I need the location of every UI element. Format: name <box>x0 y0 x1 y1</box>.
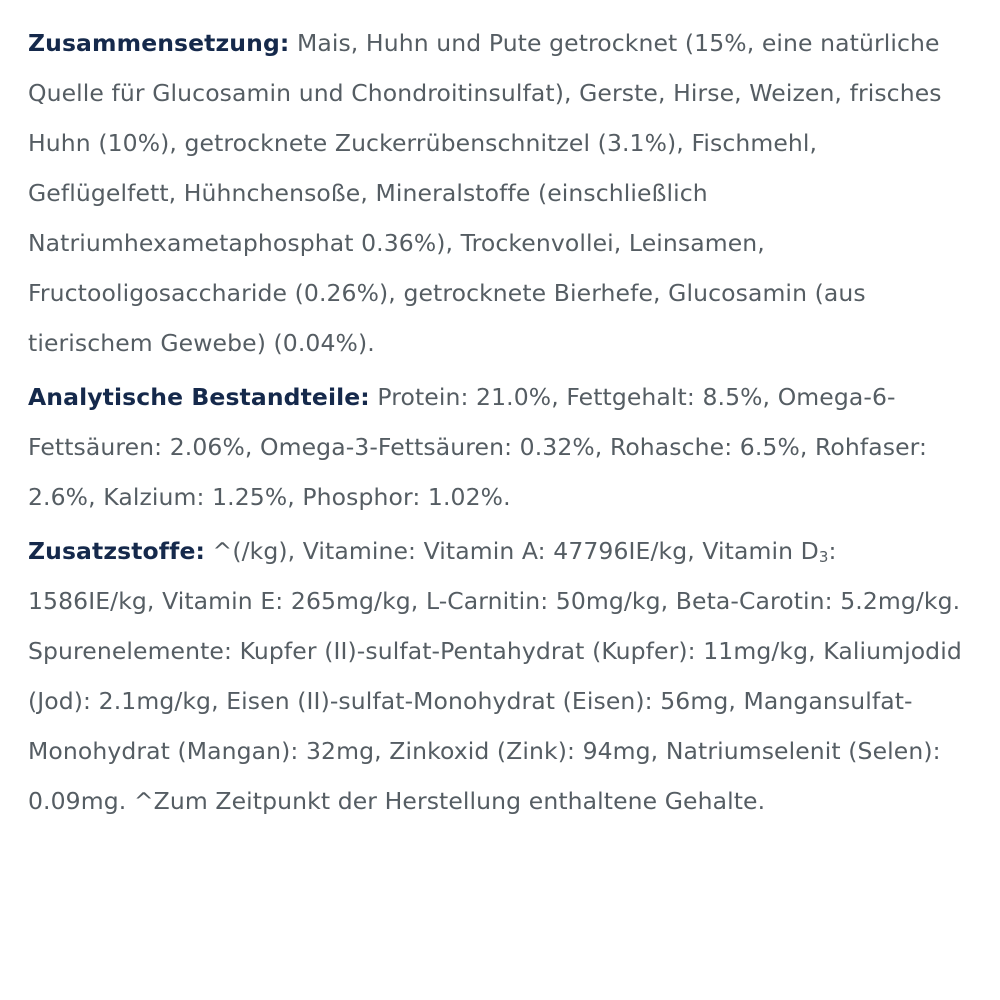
additives-text-start: ^(/kg), Vitamine: Vitamin A: 47796IE/kg, Vitamin D <box>204 537 819 565</box>
composition-label: Zusammensetzung: <box>28 29 290 57</box>
analytical-constituents-text: Protein: 21.0%, Fettgehalt: 8.5%, Omega-6-Fettsäuren: 2.06%, Omega-3-Fettsäuren: 0.32%, Rohasche: 6.5%, Rohfaser: 2.6%, Kalzium: 1.25%, Phosphor: 1.02%. <box>28 383 928 511</box>
vitamin-d-subscript: 3 <box>818 548 829 566</box>
composition-paragraph <box>28 18 968 368</box>
product-ingredients <box>28 18 968 830</box>
additives-label: Zusatzstoffe: <box>28 537 205 565</box>
additives-text-end: : 1586IE/kg, Vitamin E: 265mg/kg, L-Carnitin: 50mg/kg, Beta-Carotin: 5.2mg/kg. Spurenelemente: Kupfer (II)-sulfat-Pentahydrat (Kupfer): 11mg/kg, Kaliumjodid (Jod): 2.1mg/kg, Eisen (II)-sulfat-Monohydrat (Eisen): 56mg, Mangansulfat-Monohydrat (Mangan): 32mg, Zinkoxid (Zink): 94mg, Natriumselenit (Selen): 0.09mg. ^Zum Zeitpunkt der Herstellung enthaltene Gehalte. <box>28 537 962 815</box>
analytical-constituents-paragraph <box>28 372 968 522</box>
additives-paragraph <box>28 526 968 826</box>
analytical-constituents-label: Analytische Bestandteile: <box>28 383 370 411</box>
composition-text: Mais, Huhn und Pute getrocknet (15%, eine natürliche Quelle für Glucosamin und Chondroitinsulfat), Gerste, Hirse, Weizen, frisches Huhn (10%), getrocknete Zuckerrübenschnitzel (3.1%), Fischmehl, Geflügelfett, Hühnchensoße, Mineralstoffe (einschließlich Natriumhexametaphosphat 0.36%), Trockenvollei, Leinsamen, Fructooligosaccharide (0.26%), getrocknete Bierhefe, Glucosamin (aus tierischem Gewebe) (0.04%). <box>28 29 942 357</box>
